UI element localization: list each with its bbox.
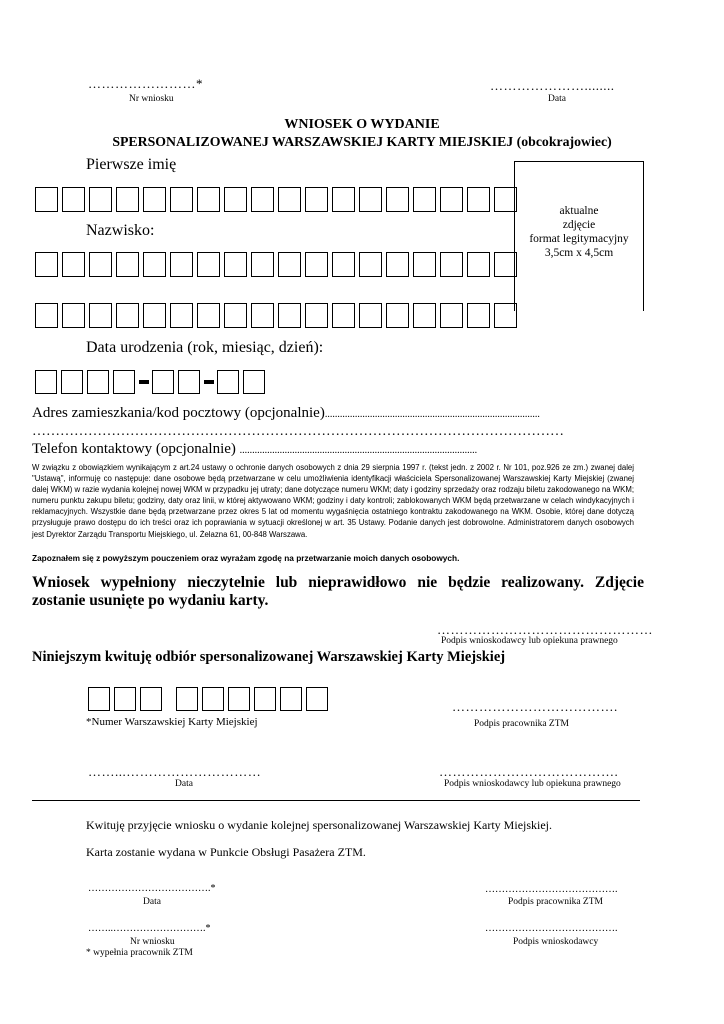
application-number-label: Nr wniosku [129, 94, 174, 104]
surname-letter-box[interactable] [467, 303, 490, 328]
footer-ztm-label: Podpis pracownika ZTM [508, 897, 603, 907]
address-dots[interactable]: ...................................................................................... [324, 409, 540, 420]
footer-confirmation: Kwituję przyjęcie wniosku o wydanie kolejnej spersonalizowanej Warszawskiej Karty Miejskiej. [86, 818, 553, 832]
surname-letter-box[interactable] [251, 252, 274, 277]
form-title-line1: WNIOSEK O WYDANIE [284, 117, 440, 132]
card-number-box[interactable] [280, 687, 302, 711]
surname-letter-box[interactable] [143, 252, 166, 277]
birth-day-box[interactable] [217, 370, 239, 394]
first-name-letter-box[interactable] [116, 187, 139, 212]
address-line2[interactable]: …………………………………………………………………………………………………… [32, 424, 564, 439]
first-name-letter-box[interactable] [440, 187, 463, 212]
surname-letter-box[interactable] [413, 252, 436, 277]
first-name-letter-box[interactable] [467, 187, 490, 212]
surname-letter-box[interactable] [197, 303, 220, 328]
first-name-letter-box[interactable] [305, 187, 328, 212]
first-name-letter-box[interactable] [197, 187, 220, 212]
first-name-letter-box[interactable] [35, 187, 58, 212]
surname-letter-box[interactable] [278, 252, 301, 277]
receipt-date-dots[interactable]: ……...………………………… [88, 764, 262, 779]
application-number-dots[interactable]: ……………………* [88, 76, 203, 91]
phone-field[interactable] [32, 441, 477, 458]
surname-letter-box[interactable] [62, 252, 85, 277]
card-number-box[interactable] [254, 687, 276, 711]
card-prefix-box[interactable] [140, 687, 162, 711]
address-field[interactable] [32, 405, 540, 422]
first-name-letter-box[interactable] [89, 187, 112, 212]
footer-number-label: Nr wniosku [130, 937, 175, 947]
first-name-letter-box[interactable] [278, 187, 301, 212]
phone-dots[interactable]: ............................................................................................... [239, 445, 478, 456]
surname-letter-box[interactable] [143, 303, 166, 328]
surname-letter-box[interactable] [224, 303, 247, 328]
warning-text: Wniosek wypełniony nieczytelnie lub nieprawidłowo nie będzie realizowany. Zdjęcie zostanie usunięte po wydaniu karty. [32, 574, 644, 609]
surname-letter-box[interactable] [305, 252, 328, 277]
photo-text-line1: aktualne [559, 205, 599, 217]
surname-letter-box[interactable] [89, 252, 112, 277]
birth-year-box[interactable] [87, 370, 109, 394]
surname-letter-box[interactable] [440, 252, 463, 277]
first-name-letter-box[interactable] [386, 187, 409, 212]
birth-year-box[interactable] [35, 370, 57, 394]
surname-letter-box[interactable] [494, 303, 517, 328]
card-prefix-box[interactable] [88, 687, 110, 711]
applicant-signature-label: Podpis wnioskodawcy lub opiekuna prawnego [441, 636, 618, 646]
footer-ztm-dots[interactable]: …………………………………. [485, 884, 618, 895]
surname-letter-box[interactable] [386, 303, 409, 328]
surname-letter-box[interactable] [35, 252, 58, 277]
date-separator [139, 380, 149, 384]
card-prefix-box[interactable] [114, 687, 136, 711]
surname-letter-box[interactable] [467, 252, 490, 277]
first-name-letter-box[interactable] [332, 187, 355, 212]
footer-note: * wypełnia pracownik ZTM [86, 948, 193, 958]
surname-letter-box[interactable] [413, 303, 436, 328]
card-number-box[interactable] [306, 687, 328, 711]
surname-letter-box[interactable] [116, 303, 139, 328]
data-protection-notice: W związku z obowiązkiem wynikającym z art.24 ustawy o ochronie danych osobowych z dnia 29 sierpnia 1997 r. (tekst jedn. z 2002 r. Nr 101, poz.926 ze zm.) zwanej dalej "Ustawą", informuję co następuje: dane osobowe będą przetwarzane w celu umożliwienia identyfikacji właściciela Spersonalizowanej Warszawskiej Karty Miejskiej (zwanej dalej WKM) w razie wydania kolejnej nowej WKM w przypadku jej utraty; dane dotyczące numeru WKM; daty i godziny sprzedaży oraz rodzaju biletu zakodowanego na WKM; numeru punktu zakupu biletu; godziny, daty oraz linii, w której aktywowano WKM; godziny i daty kontroli; zablokowanych WKM będą przetwarzane w celach windykacyjnych i reklamacyjnych. Wszystkie dane będą przetwarzane przez okres 5 lat od momentu wygaśnięcia ostatniego kontraktu zakodowanego na WKM. Osobie, której dane dotyczą przysługuje prawo dostępu do ich treści oraz ich poprawiania w sytuacji określonej w art. 35 Ustawy. Podanie danych jest dobrowolne. Administratorem danych osobowych jest Dyrektor Zarządu Transportu Miejskiego, ul. Żelazna 61, 00-848 Warszawa. [32, 463, 634, 539]
surname-letter-box[interactable] [494, 252, 517, 277]
first-name-letter-box[interactable] [251, 187, 274, 212]
surname-letter-box[interactable] [305, 303, 328, 328]
footer-applicant-label: Podpis wnioskodawcy [513, 937, 599, 947]
section-divider [32, 800, 640, 801]
surname-letter-box[interactable] [359, 303, 382, 328]
surname-letter-box[interactable] [251, 303, 274, 328]
photo-placeholder [514, 161, 644, 311]
date-label: Data [548, 94, 566, 104]
first-name-label: Pierwsze imię [86, 156, 177, 173]
footer-pickup-info: Karta zostanie wydana w Punkcie Obsługi Pasażera ZTM. [86, 845, 366, 859]
receipt-date-label: Data [175, 779, 193, 789]
surname-letter-box[interactable] [440, 303, 463, 328]
surname-letter-box[interactable] [170, 303, 193, 328]
birth-date-boxes[interactable] [35, 370, 269, 394]
surname-letter-box[interactable] [116, 252, 139, 277]
surname-label: Nazwisko: [86, 222, 155, 239]
surname-letter-box[interactable] [359, 252, 382, 277]
consent-statement: Zapoznałem się z powyższym pouczeniem oraz wyrażam zgodę na przetwarzanie moich danych osobowych. [32, 553, 460, 563]
first-name-letter-box[interactable] [143, 187, 166, 212]
footer-applicant-dots[interactable]: …………………………………. [485, 923, 618, 934]
birth-year-box[interactable] [113, 370, 135, 394]
photo-text-line2: zdjęcie [562, 219, 596, 231]
phone-label: Telefon kontaktowy (opcjonalnie) [32, 441, 236, 457]
surname-letter-box[interactable] [197, 252, 220, 277]
receipt-title: Niniejszym kwituję odbiór spersonalizowanej Warszawskiej Karty Miejskiej [32, 649, 506, 665]
photo-text-line4: 3,5cm x 4,5cm [544, 247, 614, 259]
card-number-box[interactable] [228, 687, 250, 711]
receipt-applicant-label: Podpis wnioskodawcy lub opiekuna prawnego [444, 779, 621, 789]
first-name-letter-box[interactable] [413, 187, 436, 212]
surname-letter-box[interactable] [224, 252, 247, 277]
birth-year-box[interactable] [61, 370, 83, 394]
card-number-box[interactable] [202, 687, 224, 711]
address-label: Adres zamieszkania/kod pocztowy (opcjonalnie) [32, 405, 325, 421]
ztm-signature-dots[interactable]: ………………………………. [452, 699, 618, 714]
birth-date-label: Data urodzenia (rok, miesiąc, dzień): [86, 339, 324, 356]
first-name-letter-box[interactable] [359, 187, 382, 212]
birth-day-box[interactable] [243, 370, 265, 394]
card-number-label: *Numer Warszawskiej Karty Miejskiej [86, 716, 258, 728]
card-number-box[interactable] [176, 687, 198, 711]
surname-letter-box[interactable] [170, 252, 193, 277]
surname-letter-box[interactable] [386, 252, 409, 277]
form-title-line2: SPERSONALIZOWANEJ WARSZAWSKIEJ KARTY MIEJSKIEJ (obcokrajowiec) [112, 134, 612, 149]
surname-letter-box[interactable] [62, 303, 85, 328]
receipt-applicant-dots[interactable]: …………………………………. [439, 764, 619, 779]
footer-number-dots[interactable]: ……..……………………….* [88, 923, 211, 934]
surname-letter-box[interactable] [332, 252, 355, 277]
birth-month-box[interactable] [178, 370, 200, 394]
photo-text-line3: format legitymacyjny [529, 233, 629, 245]
surname-letter-box[interactable] [332, 303, 355, 328]
surname-letter-box[interactable] [278, 303, 301, 328]
first-name-letter-box[interactable] [62, 187, 85, 212]
first-name-boxes[interactable] [35, 187, 521, 212]
surname-boxes-row1[interactable] [35, 252, 521, 277]
footer-date-dots[interactable]: ……………………………….* [88, 883, 216, 894]
ztm-signature-label: Podpis pracownika ZTM [474, 719, 569, 729]
surname-letter-box[interactable] [89, 303, 112, 328]
applicant-signature-dots[interactable]: ………………………………………… [437, 622, 653, 637]
footer-date-label: Data [143, 897, 161, 907]
date-separator [204, 380, 214, 384]
first-name-letter-box[interactable] [224, 187, 247, 212]
card-number-boxes[interactable] [88, 687, 332, 711]
date-dots[interactable]: …………………........ [490, 78, 615, 93]
first-name-letter-box[interactable] [170, 187, 193, 212]
surname-boxes-row2[interactable] [35, 303, 521, 328]
birth-month-box[interactable] [152, 370, 174, 394]
surname-letter-box[interactable] [35, 303, 58, 328]
